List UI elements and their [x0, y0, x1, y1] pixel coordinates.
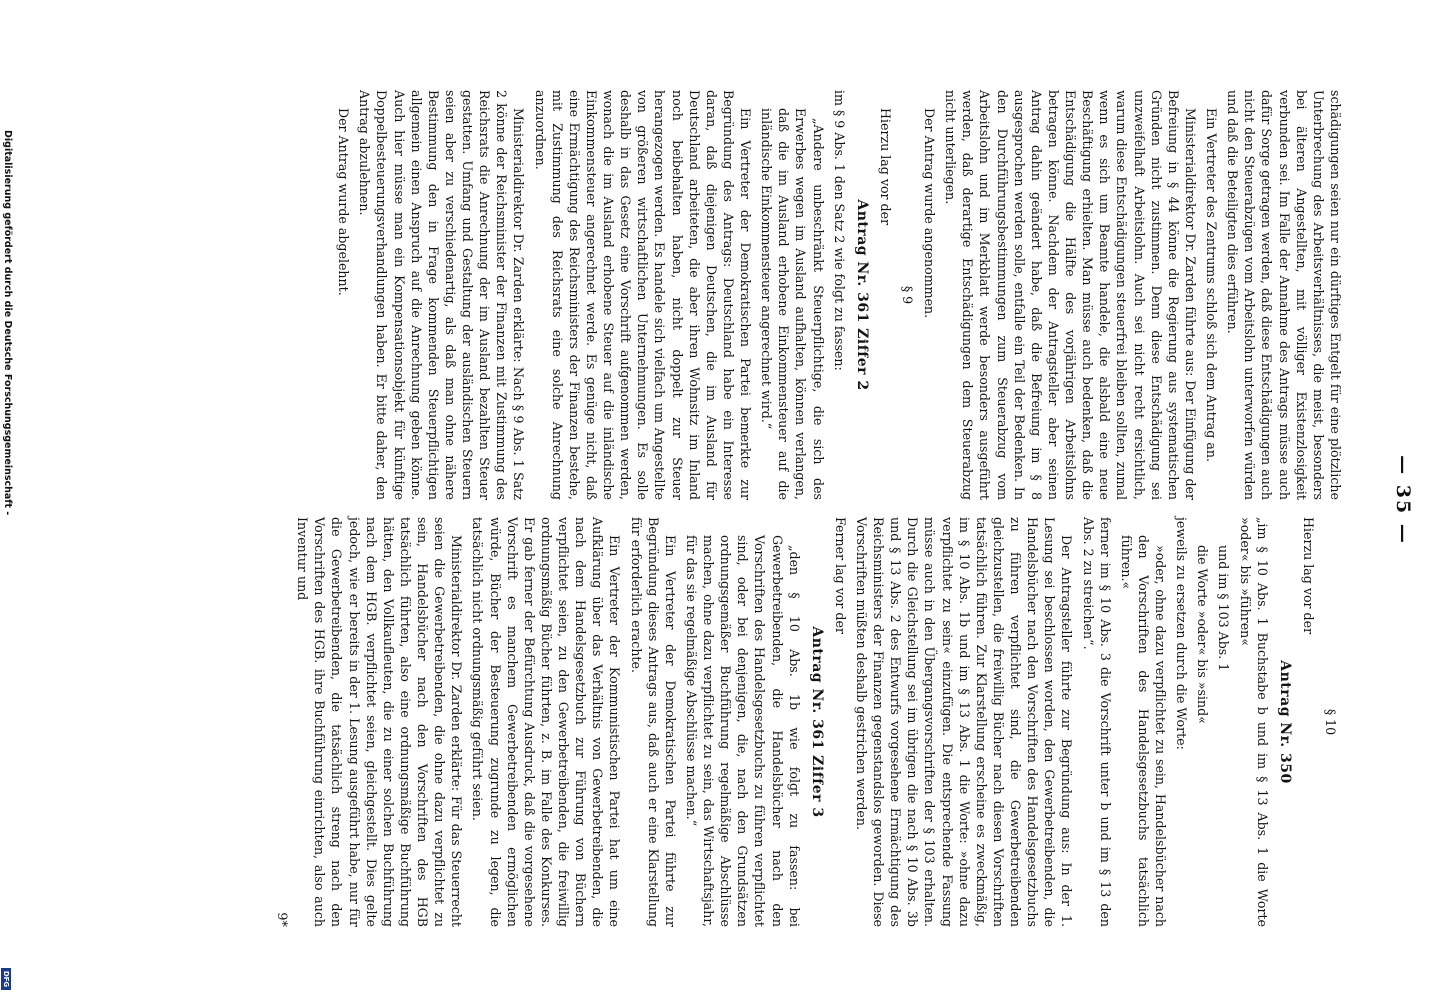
paragraph: Der Antragsteller führte zur Begründung aus: In der 1. Lesung sei beschlossen worden, den Gewerbetreibenden, die Handelsbücher nach den Vorschriften des Handelsgesetzbuchs zu führen verpflichtet sind, die Gewerbetreibenden gleichzustellen, die freiwillig Bücher nach diesen Vorschriften tatsächlich führen. Zur Klarstellung erscheine es zweckmäßig, im § 10 Abs. 1b und im § 13 Abs. 1 die Worte: »ohne dazu verpflichtet zu sein« einzufügen. Die entsprechende Fassung müsse auch in den Übergangsvorschriften der § 103 erhalten. Durch die Gleichstellung sei im übrigen die nach § 10 Abs. 3b und § 13 Abs. 2 des Entwurfs vorgesehene Ermächtigung des Reichsministers der Finanzen gegenstandslos geworden. Diese Vorschriften müßten deshalb gestrichen werden.: [853, 517, 1075, 927]
paragraph: Ministerialdirektor Dr. Zarden führte aus: Der Einfügung der Befreiung in § 44 könne die Regierung aus systematischen Gründen nicht zustimmen. Denn diese Entschädigung sei unzweifelhaft Arbeitslohn. Auch sei nicht recht ersichtlich, warum diese Entschädigungen steuerfrei bleiben sollten, zumal wenn es sich um Beamte handele, die alsbald eine neue Beschäftigung erhielten. Man müsse auch bedenken, daß die Entschädigung die Hälfte des vorjährigen Arbeitslohns betragen könne. Nachdem der Antragsteller aber seinen Antrag dahin geändert habe, daß die Befreiung im § 8 ausgesprochen werden solle, entfalle ein Teil der Bedenken. In den Durchführungsbestimmungen zum Steuerabzug vom Arbeitslohn und im Merkblatt werde besonders ausgeführt werden, daß derartige Entschädigungen dem Steuerabzug nicht unterliegen.: [943, 90, 1198, 500]
dfg-logo-text: DFG: [2, 970, 10, 988]
section-mark: § 9: [900, 285, 915, 305]
antrag-intro: im § 9 Abs. 1 den Satz 2 wie folgt zu fassen:: [831, 90, 847, 371]
page-number: — 35 —: [1392, 455, 1414, 545]
paragraph: Ministerialdirektor Dr. Zarden erklärte: Nach § 9 Abs. 1 Satz 2 könne der Reichsminister der Finanzen mit Zustimmung des Reichsrats die Anrechnung der im Ausland bezahlten Steuer gestatten. Umfang und Gestaltung der ausländischen Steuern seien aber zu verschiedenartig, als daß man ohne nähere Bestimmung den in Frage kommenden Steuerpflichtigen allgemein einen Anspruch auf die Anrechnung geben könne. Auch hier müsse man ein Kompensationsobjekt für künftige Doppelbesteuerungsverhandlungen haben. Er bitte daher, den Antrag abzulehnen.: [357, 90, 527, 500]
paragraph: Ein Vertreter der Demokratischen Partei führte zur Begründung dieses Antrags aus, daß auch er eine Klarstellung für erforderlich erachte.: [628, 517, 678, 927]
right-column: [272, 517, 1344, 927]
paragraph: Der Antrag wurde angenommen.: [922, 108, 938, 319]
antrag-line: ferner im § 10 Abs. 3 die Vorschrift unter b und im § 13 den Abs. 2 zu streichen“.: [1080, 517, 1113, 927]
antrag-line: »oder, ohne dazu verpflichtet zu sein, Handelsbücher nach den Vorschriften des Handelsgesetzbuchs tatsächlich führen.«: [1118, 535, 1169, 927]
paragraph: Ein Vertreter der Kommunistischen Partei hat um eine Aufklärung über das Verhältnis von Gewerbetreibenden, die nach dem Handelsgesetzbuch zur Führung von Büchern verpflichtet seien, zu den Gewerbetreibenden, die freiwillig ordnungsmäßig Bücher führten, z. B. im Falle des Konkurses. Er gab ferner der Befürchtung Ausdruck, daß die vorgesehene Vorschrift es manchem Gewerbetreibenden ermöglichen würde, Bücher der Besteuerung zugrunde zu legen, die tatsächlich nicht ordnungsmäßig geführt seien.: [470, 517, 623, 927]
signature-mark: 9*: [274, 912, 290, 927]
paragraph: Ein Vertreter des Zentrums schloß sich dem Antrag an.: [1204, 108, 1220, 462]
antrag-quote: „den § 10 Abs. 1b wie folgt zu fassen: bei Gewerbetreibenden, die Handelsbücher nach den Vorschriften des Handelsgesetzbuchs zu führen verpflichtet sind, oder bei denjenigen, die, nach den Grundsätzen ordnungsgemäßer Buchführung regelmäßige Abschlüsse machen, ohne dazu verpflichtet zu sein, das Wirtschaftsjahr, für das sie regelmäßige Abschlüsse machen.“: [683, 535, 802, 927]
antrag-heading: Antrag Nr. 361 Ziffer 3: [808, 626, 825, 818]
left-column: [331, 90, 1344, 500]
intro-line: Hierzu lag vor der: [1300, 517, 1316, 635]
antrag-line: und im § 103 Abs. 1: [1216, 545, 1232, 672]
antrag-quote: „Andere unbeschränkt Steuerpflichtige, die sich des Erwerbes wegen im Ausland aufhalten, können verlangen, daß die im Ausland erhobene Einkommensteuer auf die inländische Einkommensteuer angerechnet wird.“: [759, 108, 826, 500]
paragraph: Ministerialdirektor Dr. Zarden erklärte: Für das Steuerrecht seien die Gewerbetreibenden, die ohne dazu verpflichtet zu sein, Handelsbücher nach den Vorschriften des HGB tatsächlich führten, also eine ordnungsmäßige Buchführung hätten, den Vollkaufleuten, die zu einer solchen Buchführung nach dem HGB. verpflichtet seien, gleichgestellt. Dies gelte jedoch, wie er bereits in der 1. Lesung ausgeführt habe, nur für die Gewerbetreibenden, die tatsächlich streng nach den Vorschriften des HGB. ihre Buchführung einrichten, also auch Inventur und: [295, 517, 465, 927]
paragraph: Ein Vertreter der Demokratischen Partei bemerkte zur Begründung des Antrags: Deutschland habe ein Interesse daran, daß diejenigen Deutschen, die im Ausland für Deutschland arbeiteten, die aber ihren Wohnsitz im Inland noch beibehalten haben, nicht doppelt zur Steuer herangezogen werden. Es handele sich vielfach um Angestellte von größeren wirtschaftlichen Unternehmungen. Es solle deshalb in das Gesetz eine Vorschrift aufgenommen werden, wonach die im Ausland erhobene Steuer auf die inländische Einkommensteuer angerechnet werde. Es genüge nicht, daß eine Ermächtigung des Reichsministers der Finanzen bestehe, mit Zustimmung des Reichsrats eine solche Anrechnung anzuordnen.: [532, 90, 754, 500]
antrag-heading: Antrag Nr. 350: [1276, 660, 1293, 784]
footer-credit: Digitalisierung gefördert durch die Deutsche Forschungsgemeinschaft -: [2, 130, 13, 516]
section-mark: § 10: [1323, 708, 1338, 736]
paragraph: schädigungen seien nur ein dürftiges Entgelt für eine plötzliche Unterbrechung des Arbeitsverhältnisses, die meist, besonders bei älteren Angestellten, mit völliger Existenzlosigkeit verbunden sei. Im Falle der Annahme des Antrags müsse auch dafür Sorge getragen werden, daß diese Entschädigungen auch nicht den Steuerabzügen vom Arbeitslohn unterworfen würden und daß die Beteiligten dies erführen.: [1225, 90, 1343, 500]
intro-line: Hierzu lag vor der: [877, 108, 893, 226]
antrag-heading: Antrag Nr. 361 Ziffer 2: [853, 199, 870, 391]
intro-line: Ferner lag vor der: [832, 517, 848, 634]
antrag-line: die Worte »oder« bis »sind«: [1195, 545, 1211, 724]
paragraph: Der Antrag wurde abgelehnt.: [336, 108, 352, 296]
antrag-line: jeweils zu ersetzen durch die Worte:: [1174, 517, 1190, 750]
antrag-line: „im § 10 Abs. 1 Buchstabe b und im § 13 Abs. 1 die Worte »oder« bis »führen«: [1237, 517, 1270, 927]
